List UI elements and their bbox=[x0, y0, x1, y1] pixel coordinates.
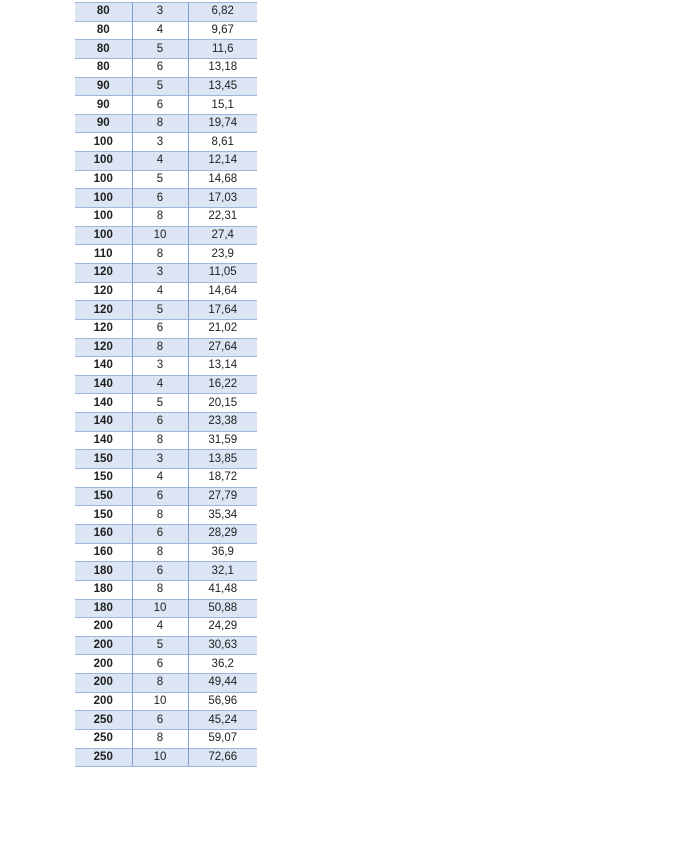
table-row bbox=[75, 711, 257, 730]
cell-dimension: 100 bbox=[75, 170, 132, 189]
cell-mass: 16,22 bbox=[188, 375, 257, 394]
cell-thickness: 5 bbox=[132, 170, 188, 189]
cell-thickness: 8 bbox=[132, 580, 188, 599]
cell-mass: 18,72 bbox=[188, 469, 257, 488]
cell-thickness: 6 bbox=[132, 562, 188, 581]
table-row bbox=[75, 375, 257, 394]
cell-mass: 32,1 bbox=[188, 562, 257, 581]
cell-dimension: 120 bbox=[75, 282, 132, 301]
table-row bbox=[75, 170, 257, 189]
cell-mass: 24,29 bbox=[188, 618, 257, 637]
cell-mass: 27,64 bbox=[188, 338, 257, 357]
cell-dimension: 140 bbox=[75, 357, 132, 376]
cell-dimension: 80 bbox=[75, 58, 132, 77]
cell-mass: 28,29 bbox=[188, 524, 257, 543]
table-row bbox=[75, 21, 257, 40]
table-row bbox=[75, 40, 257, 59]
cell-dimension: 120 bbox=[75, 301, 132, 320]
cell-thickness: 8 bbox=[132, 506, 188, 525]
table-row bbox=[75, 506, 257, 525]
cell-thickness: 6 bbox=[132, 319, 188, 338]
cell-dimension: 80 bbox=[75, 3, 132, 22]
cell-thickness: 5 bbox=[132, 77, 188, 96]
cell-dimension: 200 bbox=[75, 618, 132, 637]
cell-thickness: 4 bbox=[132, 21, 188, 40]
cell-mass: 13,45 bbox=[188, 77, 257, 96]
table-row bbox=[75, 487, 257, 506]
cell-mass: 17,64 bbox=[188, 301, 257, 320]
table-row bbox=[75, 413, 257, 432]
table-row bbox=[75, 77, 257, 96]
table-row bbox=[75, 226, 257, 245]
cell-thickness: 10 bbox=[132, 748, 188, 767]
cell-thickness: 3 bbox=[132, 133, 188, 152]
table-row bbox=[75, 729, 257, 748]
data-table-container bbox=[75, 2, 257, 767]
cell-mass: 9,67 bbox=[188, 21, 257, 40]
table-body bbox=[75, 3, 257, 767]
cell-thickness: 4 bbox=[132, 152, 188, 171]
cell-thickness: 8 bbox=[132, 729, 188, 748]
cell-mass: 45,24 bbox=[188, 711, 257, 730]
cell-mass: 17,03 bbox=[188, 189, 257, 208]
cell-dimension: 100 bbox=[75, 133, 132, 152]
cell-thickness: 10 bbox=[132, 599, 188, 618]
cell-mass: 27,4 bbox=[188, 226, 257, 245]
cell-mass: 59,07 bbox=[188, 729, 257, 748]
cell-mass: 23,9 bbox=[188, 245, 257, 264]
cell-dimension: 180 bbox=[75, 599, 132, 618]
table-row bbox=[75, 58, 257, 77]
cell-thickness: 3 bbox=[132, 450, 188, 469]
cell-dimension: 110 bbox=[75, 245, 132, 264]
table-row bbox=[75, 338, 257, 357]
table-row bbox=[75, 636, 257, 655]
cell-mass: 49,44 bbox=[188, 674, 257, 693]
table-row bbox=[75, 189, 257, 208]
cell-dimension: 200 bbox=[75, 636, 132, 655]
cell-thickness: 6 bbox=[132, 58, 188, 77]
table-row bbox=[75, 543, 257, 562]
table-row bbox=[75, 562, 257, 581]
cell-dimension: 120 bbox=[75, 338, 132, 357]
cell-mass: 11,6 bbox=[188, 40, 257, 59]
cell-dimension: 250 bbox=[75, 711, 132, 730]
cell-mass: 13,14 bbox=[188, 357, 257, 376]
cell-dimension: 150 bbox=[75, 506, 132, 525]
cell-dimension: 80 bbox=[75, 40, 132, 59]
cell-dimension: 150 bbox=[75, 469, 132, 488]
table-row bbox=[75, 618, 257, 637]
cell-dimension: 200 bbox=[75, 674, 132, 693]
cell-dimension: 140 bbox=[75, 413, 132, 432]
cell-thickness: 4 bbox=[132, 282, 188, 301]
cell-dimension: 90 bbox=[75, 77, 132, 96]
table-row bbox=[75, 692, 257, 711]
table-row bbox=[75, 450, 257, 469]
cell-dimension: 80 bbox=[75, 21, 132, 40]
cell-mass: 13,18 bbox=[188, 58, 257, 77]
cell-thickness: 4 bbox=[132, 469, 188, 488]
table-row bbox=[75, 96, 257, 115]
cell-mass: 8,61 bbox=[188, 133, 257, 152]
table-row bbox=[75, 282, 257, 301]
cell-dimension: 200 bbox=[75, 655, 132, 674]
cell-dimension: 180 bbox=[75, 562, 132, 581]
cell-mass: 31,59 bbox=[188, 431, 257, 450]
cell-thickness: 6 bbox=[132, 487, 188, 506]
table-row bbox=[75, 431, 257, 450]
cell-thickness: 3 bbox=[132, 3, 188, 22]
cell-dimension: 150 bbox=[75, 450, 132, 469]
table-row bbox=[75, 263, 257, 282]
cell-thickness: 3 bbox=[132, 263, 188, 282]
cell-mass: 36,2 bbox=[188, 655, 257, 674]
cell-dimension: 140 bbox=[75, 394, 132, 413]
cell-dimension: 200 bbox=[75, 692, 132, 711]
cell-mass: 22,31 bbox=[188, 208, 257, 227]
cell-thickness: 5 bbox=[132, 636, 188, 655]
cell-mass: 21,02 bbox=[188, 319, 257, 338]
cell-dimension: 100 bbox=[75, 208, 132, 227]
cell-dimension: 100 bbox=[75, 152, 132, 171]
cell-dimension: 250 bbox=[75, 729, 132, 748]
cell-mass: 15,1 bbox=[188, 96, 257, 115]
table-row bbox=[75, 152, 257, 171]
cell-mass: 14,64 bbox=[188, 282, 257, 301]
cell-thickness: 4 bbox=[132, 375, 188, 394]
cell-thickness: 6 bbox=[132, 413, 188, 432]
table-row bbox=[75, 114, 257, 133]
cell-thickness: 4 bbox=[132, 618, 188, 637]
cell-mass: 56,96 bbox=[188, 692, 257, 711]
cell-mass: 23,38 bbox=[188, 413, 257, 432]
cell-dimension: 100 bbox=[75, 189, 132, 208]
cell-thickness: 6 bbox=[132, 96, 188, 115]
cell-mass: 6,82 bbox=[188, 3, 257, 22]
cell-mass: 19,74 bbox=[188, 114, 257, 133]
cell-mass: 36,9 bbox=[188, 543, 257, 562]
cell-dimension: 90 bbox=[75, 96, 132, 115]
table-row bbox=[75, 3, 257, 22]
table-row bbox=[75, 245, 257, 264]
cell-mass: 20,15 bbox=[188, 394, 257, 413]
cell-dimension: 140 bbox=[75, 375, 132, 394]
cell-dimension: 160 bbox=[75, 524, 132, 543]
cell-thickness: 3 bbox=[132, 357, 188, 376]
cell-thickness: 8 bbox=[132, 674, 188, 693]
table-row bbox=[75, 599, 257, 618]
table-row bbox=[75, 319, 257, 338]
table-row bbox=[75, 357, 257, 376]
cell-dimension: 140 bbox=[75, 431, 132, 450]
cell-thickness: 6 bbox=[132, 655, 188, 674]
table-row bbox=[75, 524, 257, 543]
table-row bbox=[75, 469, 257, 488]
cell-dimension: 180 bbox=[75, 580, 132, 599]
cell-dimension: 120 bbox=[75, 263, 132, 282]
cell-thickness: 8 bbox=[132, 338, 188, 357]
cell-thickness: 6 bbox=[132, 711, 188, 730]
cell-mass: 14,68 bbox=[188, 170, 257, 189]
cell-thickness: 8 bbox=[132, 431, 188, 450]
cell-mass: 35,34 bbox=[188, 506, 257, 525]
cell-thickness: 8 bbox=[132, 543, 188, 562]
cell-thickness: 8 bbox=[132, 114, 188, 133]
table-row bbox=[75, 580, 257, 599]
cell-dimension: 90 bbox=[75, 114, 132, 133]
cell-mass: 50,88 bbox=[188, 599, 257, 618]
cell-mass: 12,14 bbox=[188, 152, 257, 171]
data-table bbox=[75, 2, 257, 767]
cell-thickness: 8 bbox=[132, 208, 188, 227]
cell-thickness: 10 bbox=[132, 226, 188, 245]
cell-mass: 72,66 bbox=[188, 748, 257, 767]
table-row bbox=[75, 748, 257, 767]
table-row bbox=[75, 674, 257, 693]
cell-dimension: 250 bbox=[75, 748, 132, 767]
table-row bbox=[75, 208, 257, 227]
table-row bbox=[75, 133, 257, 152]
cell-thickness: 8 bbox=[132, 245, 188, 264]
cell-thickness: 6 bbox=[132, 189, 188, 208]
cell-mass: 13,85 bbox=[188, 450, 257, 469]
cell-dimension: 120 bbox=[75, 319, 132, 338]
table-row bbox=[75, 655, 257, 674]
cell-thickness: 5 bbox=[132, 301, 188, 320]
cell-thickness: 6 bbox=[132, 524, 188, 543]
cell-dimension: 150 bbox=[75, 487, 132, 506]
table-row bbox=[75, 301, 257, 320]
cell-thickness: 5 bbox=[132, 394, 188, 413]
cell-mass: 41,48 bbox=[188, 580, 257, 599]
cell-dimension: 160 bbox=[75, 543, 132, 562]
cell-mass: 30,63 bbox=[188, 636, 257, 655]
table-row bbox=[75, 394, 257, 413]
cell-thickness: 5 bbox=[132, 40, 188, 59]
cell-mass: 11,05 bbox=[188, 263, 257, 282]
cell-thickness: 10 bbox=[132, 692, 188, 711]
cell-mass: 27,79 bbox=[188, 487, 257, 506]
cell-dimension: 100 bbox=[75, 226, 132, 245]
